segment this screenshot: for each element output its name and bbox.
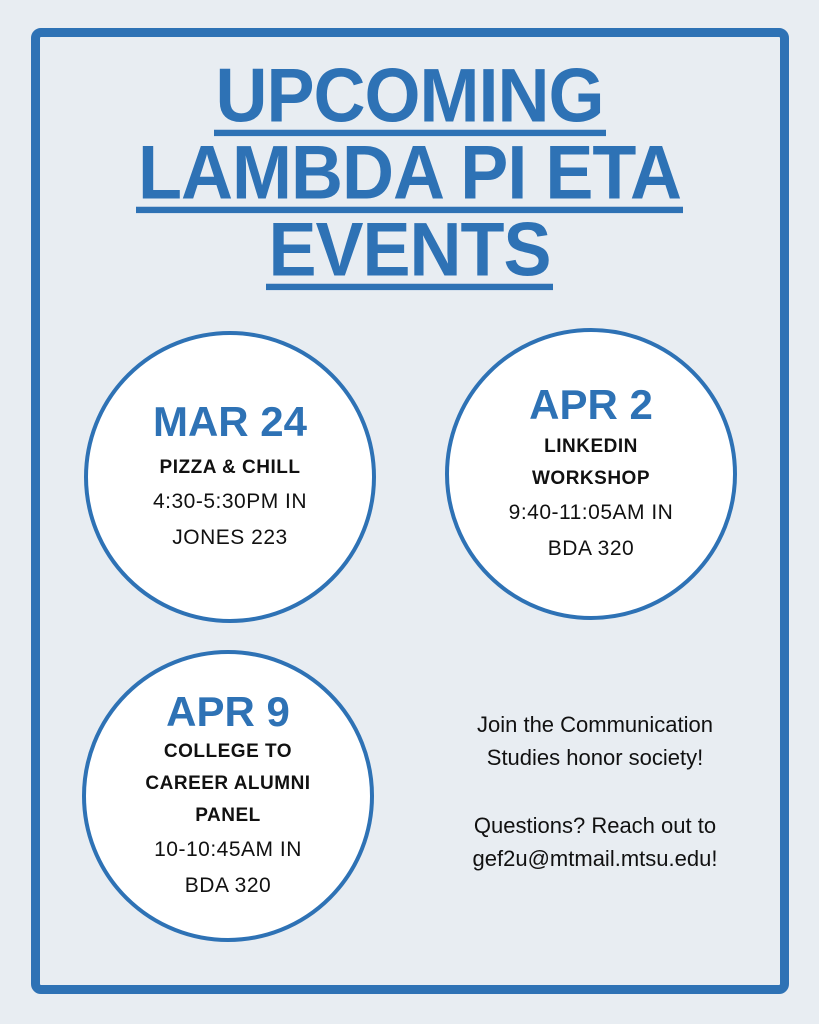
- event-date: APR 9: [166, 688, 290, 735]
- event-time: 9:40-11:05AM IN: [508, 501, 674, 524]
- event-title-line-2: CAREER ALUMNI: [145, 773, 311, 794]
- event-time: 4:30-5:30PM IN: [152, 490, 308, 513]
- poster-title: [0, 53, 819, 293]
- title-line-2-text: LAMBDA PI ETA: [138, 130, 681, 216]
- event-date: APR 2: [529, 381, 653, 428]
- event-title-line-2: WORKSHOP: [532, 468, 650, 489]
- contact-text-line-1: Questions? Reach out to: [473, 813, 717, 838]
- event-location: BDA 320: [547, 537, 635, 560]
- event-circle-apr-9: [82, 650, 374, 942]
- event-location: BDA 320: [184, 874, 272, 897]
- join-text-line-2: Studies honor society!: [486, 745, 704, 770]
- spacer: [410, 774, 780, 809]
- info-block: [410, 708, 780, 875]
- event-circle-apr-2: [445, 328, 737, 620]
- join-text-line-1: Join the Communication: [476, 712, 713, 737]
- title-line-2: [0, 130, 819, 216]
- event-title-line-1: COLLEGE TO: [163, 741, 293, 762]
- contact-email: gef2u@mtmail.mtsu.edu!: [472, 846, 718, 871]
- title-line-1-text: UPCOMING: [215, 53, 604, 139]
- event-circle-mar-24: [84, 331, 376, 623]
- event-title-line-3: PANEL: [195, 805, 261, 826]
- title-line-3-text: EVENTS: [268, 207, 551, 293]
- event-title: PIZZA & CHILL: [159, 457, 301, 478]
- title-line-3: [0, 207, 819, 293]
- event-title-line-1: LINKEDIN: [544, 436, 638, 457]
- title-line-1: [0, 53, 819, 139]
- event-time: 10-10:45AM IN: [154, 838, 302, 861]
- event-date: MAR 24: [152, 398, 308, 445]
- event-location: JONES 223: [172, 526, 288, 549]
